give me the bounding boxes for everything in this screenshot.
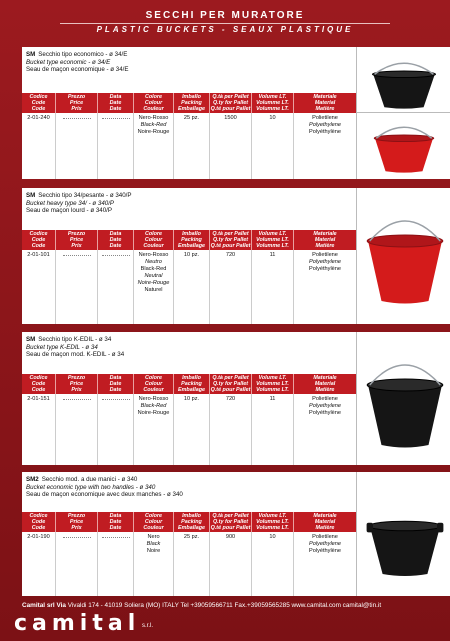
- column-header-label: Q.tà per Pallet: [212, 375, 249, 381]
- cell-line: 1500: [224, 115, 237, 121]
- cell-line: Polyéthylène: [308, 129, 342, 135]
- cell-line: Neutro: [145, 259, 162, 265]
- table-header: [22, 230, 356, 250]
- column-header-label: Code: [31, 381, 46, 387]
- column-header-label: Code: [31, 525, 46, 531]
- cell-line: Neutral: [144, 273, 163, 279]
- packing-cell: [174, 532, 210, 596]
- volume-cell: [252, 113, 294, 179]
- page-header: [0, 0, 450, 44]
- product-photo: [356, 472, 450, 596]
- column-header-label: Volume LT.: [258, 513, 287, 519]
- column-header-label: Prix: [71, 387, 82, 393]
- item-code: [22, 113, 56, 179]
- bucket-photo: [369, 55, 439, 110]
- column-header-label: Matière: [315, 525, 335, 531]
- column-header-label: Volumme LT.: [256, 525, 289, 531]
- column-header-label: Q.té pour Pallet: [210, 525, 251, 531]
- column-header-label: Imballo: [182, 94, 201, 100]
- column-header-label: Prezzo: [67, 513, 86, 519]
- column-header: [134, 374, 174, 394]
- description-line-it: [26, 192, 276, 200]
- column-header: [294, 374, 356, 394]
- bucket-photo: [365, 498, 445, 578]
- cell-line: Noire-Rouge: [137, 410, 170, 416]
- colour-cell: [134, 532, 174, 596]
- company-logo: camital: [14, 611, 141, 636]
- column-header-label: Emballage: [178, 387, 205, 393]
- description-line-it: [26, 476, 276, 484]
- volume-cell: [252, 532, 294, 596]
- bucket-photo: [363, 206, 447, 306]
- column-header-label: Data: [109, 231, 122, 237]
- product-photo: [356, 188, 450, 324]
- column-header-label: Q.tà per Pallet: [212, 231, 249, 237]
- cell-line: 11: [269, 396, 276, 402]
- date-cell: [98, 113, 134, 179]
- page-subtitle: PLASTIC BUCKETS - SEAUX PLASTIQUE: [96, 25, 354, 34]
- column-header-label: Prix: [71, 525, 82, 531]
- column-header-label: Price: [69, 519, 84, 525]
- column-header-label: Prix: [71, 243, 82, 249]
- column-header-label: Date: [109, 106, 122, 112]
- cell-line: Black: [146, 541, 161, 547]
- cell-line: 10: [269, 115, 276, 121]
- column-header-label: Code: [31, 387, 46, 393]
- product-photo: [356, 47, 450, 179]
- bucket-photo: [363, 350, 447, 450]
- column-header-label: Colore: [144, 94, 163, 100]
- volume-cell: [252, 394, 294, 465]
- cell-line: 2-01-101: [27, 252, 50, 258]
- column-header-label: Volume LT.: [258, 375, 287, 381]
- column-header: [210, 374, 252, 394]
- item-code: [22, 250, 56, 324]
- cell-line: Noire: [146, 548, 161, 554]
- column-header: [210, 93, 252, 113]
- column-header: [294, 512, 356, 532]
- column-header-label: Data: [109, 375, 122, 381]
- bucket-side-handle: [367, 523, 373, 533]
- footer-company: Camital srl Via: [22, 602, 66, 609]
- column-header-label: Q.ty for Pallet: [212, 381, 249, 387]
- description-it: Secchio tipo K-EDIL - ø 34: [38, 336, 112, 343]
- column-header-label: Data: [109, 513, 122, 519]
- column-header: [98, 512, 134, 532]
- column-header: [294, 93, 356, 113]
- product-series-code: SM: [26, 336, 36, 343]
- description-en: Bucket type economic - ø 34/E: [26, 58, 111, 66]
- column-header-label: Code: [31, 100, 46, 106]
- cell-line: Black-Red: [140, 266, 167, 272]
- cell-line: Polyethylene: [308, 541, 342, 547]
- cell-line: 900: [225, 534, 236, 540]
- column-header-label: Colore: [144, 513, 163, 519]
- cell-line: Polyéthylène: [308, 548, 342, 554]
- price-cell: [56, 532, 98, 596]
- column-header-label: Price: [69, 237, 84, 243]
- column-header-label: Colour: [144, 381, 163, 387]
- column-header-label: Emballage: [178, 525, 205, 531]
- column-header-label: Volumme LT.: [256, 381, 289, 387]
- description-fr: Seau de maçon mod. K-EDIL - ø 34: [26, 351, 125, 359]
- cell-line: Black-Red: [140, 122, 167, 128]
- column-header: [174, 374, 210, 394]
- column-header-label: Emballage: [178, 106, 205, 112]
- cell-line: Polyethylene: [308, 122, 342, 128]
- description-fr: Seau de maçon lourd - ø 340/P: [26, 207, 112, 215]
- description-line-it: [26, 51, 276, 59]
- item-code: [22, 532, 56, 596]
- column-header-label: Volumme LT.: [256, 106, 289, 112]
- column-header-label: Emballage: [178, 243, 205, 249]
- column-header-label: Date: [109, 381, 122, 387]
- price-cell: [56, 394, 98, 465]
- column-header-label: Codice: [29, 231, 48, 237]
- blank-field: [102, 399, 130, 400]
- column-header-label: Q.tà per Pallet: [212, 94, 249, 100]
- date-cell: [98, 394, 134, 465]
- column-header-label: Volumme LT.: [256, 100, 289, 106]
- column-header: [134, 93, 174, 113]
- product-panel: [22, 332, 450, 465]
- table-row: [22, 394, 356, 465]
- product-description: [26, 476, 276, 499]
- blank-field: [63, 118, 91, 119]
- cell-line: Polyéthylène: [308, 410, 342, 416]
- colour-cell: [134, 394, 174, 465]
- table-header: [22, 93, 356, 113]
- bucket-rim: [373, 71, 436, 78]
- description-en: Bucket type K-EDIL - ø 34: [26, 343, 98, 351]
- column-header-label: Date: [109, 387, 122, 393]
- blank-field: [102, 118, 130, 119]
- column-header: [252, 374, 294, 394]
- product-panel: [22, 472, 450, 596]
- cell-line: 2-01-240: [27, 115, 50, 121]
- product-description: [26, 336, 276, 359]
- cell-line: Nero-Rosso: [138, 115, 169, 121]
- column-header-label: Materiale: [313, 231, 337, 237]
- column-header-label: Date: [109, 237, 122, 243]
- cell-line: 2-01-190: [27, 534, 50, 540]
- column-header-label: Colore: [144, 231, 163, 237]
- pallet-qty-cell: [210, 113, 252, 179]
- column-header-label: Codice: [29, 94, 48, 100]
- material-cell: [294, 113, 356, 179]
- table-row: [22, 250, 356, 324]
- column-header-label: Material: [314, 381, 336, 387]
- cell-line: 10: [269, 534, 276, 540]
- column-header-label: Volumme LT.: [256, 237, 289, 243]
- blank-field: [63, 537, 91, 538]
- blank-field: [102, 537, 130, 538]
- column-header: [22, 93, 56, 113]
- column-header-label: Imballo: [182, 375, 201, 381]
- column-header-label: Couleur: [143, 243, 164, 249]
- column-header-label: Material: [314, 100, 336, 106]
- cell-line: 10 pz.: [183, 252, 200, 258]
- column-header-label: Imballo: [182, 231, 201, 237]
- cell-line: 720: [225, 252, 236, 258]
- footer-address-text: Vivaldi 174 - 41019 Soliera (MO) ITALY Tel +39059566711 Fax.+39059565285 www.camital.com camital@tin.it: [67, 602, 382, 609]
- column-header-label: Date: [109, 100, 122, 106]
- column-header-label: Prezzo: [67, 231, 86, 237]
- cell-line: Naturel: [144, 287, 163, 293]
- column-header-label: Volume LT.: [258, 231, 287, 237]
- column-header-label: Colour: [144, 100, 163, 106]
- product-series-code: SM: [26, 192, 36, 199]
- product-panel: [22, 47, 450, 179]
- bucket-body: [370, 526, 440, 576]
- material-cell: [294, 532, 356, 596]
- column-header-label: Q.té pour Pallet: [210, 243, 251, 249]
- column-header-label: Q.ty for Pallet: [212, 100, 249, 106]
- column-header-label: Materiale: [313, 513, 337, 519]
- column-header-label: Couleur: [143, 525, 164, 531]
- colour-cell: [134, 113, 174, 179]
- column-header-label: Packing: [181, 237, 202, 243]
- column-header-label: Date: [109, 243, 122, 249]
- column-header: [56, 230, 98, 250]
- packing-cell: [174, 250, 210, 324]
- material-cell: [294, 394, 356, 465]
- packing-cell: [174, 394, 210, 465]
- column-header-label: Colour: [144, 237, 163, 243]
- blank-field: [102, 255, 130, 256]
- column-header: [210, 230, 252, 250]
- column-header-label: Prezzo: [67, 94, 86, 100]
- product-series-code: SM2: [26, 476, 39, 483]
- cell-line: Polietilene: [312, 252, 338, 258]
- column-header: [98, 374, 134, 394]
- cell-line: Noire-Rouge: [137, 129, 170, 135]
- product-description: [26, 51, 276, 74]
- price-cell: [56, 250, 98, 324]
- column-header-label: Matière: [315, 387, 335, 393]
- column-header-label: Q.té pour Pallet: [210, 387, 251, 393]
- bucket-rim: [374, 135, 433, 142]
- column-header-label: Couleur: [143, 106, 164, 112]
- column-header-label: Code: [31, 237, 46, 243]
- cell-line: Noire-Rouge: [137, 280, 170, 286]
- pallet-qty-cell: [210, 250, 252, 324]
- company-suffix: s.r.l.: [142, 623, 154, 629]
- cell-line: 25 pz.: [183, 115, 200, 121]
- column-header-label: Codice: [29, 375, 48, 381]
- column-header-label: Q.ty for Pallet: [212, 237, 249, 243]
- volume-cell: [252, 250, 294, 324]
- column-header: [22, 512, 56, 532]
- header-divider: [60, 23, 390, 24]
- pallet-qty-cell: [210, 394, 252, 465]
- material-cell: [294, 250, 356, 324]
- column-header: [174, 512, 210, 532]
- blank-field: [63, 399, 91, 400]
- date-cell: [98, 532, 134, 596]
- description-fr: Seau de maçon economique avec deux manches - ø 340: [26, 491, 183, 499]
- column-header: [210, 512, 252, 532]
- column-header-label: Q.ty for Pallet: [212, 519, 249, 525]
- table-header: [22, 374, 356, 394]
- column-header-label: Material: [314, 237, 336, 243]
- cell-line: 25 pz.: [183, 534, 200, 540]
- date-cell: [98, 250, 134, 324]
- cell-line: Polietilene: [312, 115, 338, 121]
- column-header: [294, 230, 356, 250]
- column-header-label: Matière: [315, 243, 335, 249]
- cell-line: 720: [225, 396, 236, 402]
- column-header-label: Code: [31, 519, 46, 525]
- column-header-label: Price: [69, 100, 84, 106]
- column-header-label: Colore: [144, 375, 163, 381]
- cell-line: Polietilene: [312, 534, 338, 540]
- column-header: [98, 93, 134, 113]
- description-it: Secchio mod. a due manici - ø 340: [41, 476, 138, 483]
- page-footer: [0, 596, 450, 641]
- colour-cell: [134, 250, 174, 324]
- column-header-label: Imballo: [182, 513, 201, 519]
- bucket-body: [375, 138, 433, 172]
- column-header: [56, 374, 98, 394]
- column-header-label: Packing: [181, 519, 202, 525]
- cell-line: Nero-Rosso: [138, 396, 169, 402]
- product-panel: [22, 188, 450, 324]
- column-header: [252, 512, 294, 532]
- column-header-label: Material: [314, 519, 336, 525]
- column-header: [22, 230, 56, 250]
- column-header: [174, 230, 210, 250]
- cell-line: Nero-Rosso: [138, 252, 169, 258]
- column-header: [56, 512, 98, 532]
- bucket-photo: [371, 119, 437, 174]
- table-row: [22, 113, 356, 179]
- column-header-label: Date: [109, 519, 122, 525]
- description-line-it: [26, 336, 276, 344]
- description-it: Secchio tipo 34/pesante - ø 340/P: [38, 192, 132, 199]
- bucket-body: [368, 241, 442, 304]
- price-cell: [56, 113, 98, 179]
- bucket-body: [373, 74, 435, 108]
- description-en: Bucket economic type with two handles - ø 340: [26, 483, 156, 491]
- bucket-side-handle: [437, 523, 443, 533]
- column-header: [134, 230, 174, 250]
- bucket-rim: [367, 235, 443, 247]
- column-header: [174, 93, 210, 113]
- column-header-label: Price: [69, 381, 84, 387]
- column-header-label: Materiale: [313, 94, 337, 100]
- description-fr: Seau de maçon economique - ø 34/E: [26, 66, 129, 74]
- column-header-label: Q.té pour Pallet: [210, 106, 251, 112]
- column-header-label: Packing: [181, 100, 202, 106]
- cell-line: Polietilene: [312, 396, 338, 402]
- item-code: [22, 394, 56, 465]
- description-it: Secchio tipo economico - ø 34/E: [38, 51, 128, 58]
- column-header: [56, 93, 98, 113]
- cell-line: 10 pz.: [183, 396, 200, 402]
- cell-line: 2-01-151: [27, 396, 50, 402]
- footer-address: [22, 602, 381, 609]
- column-header-label: Q.tà per Pallet: [212, 513, 249, 519]
- column-header-label: Couleur: [143, 387, 164, 393]
- column-header-label: Matière: [315, 106, 335, 112]
- column-header: [22, 374, 56, 394]
- table-row: [22, 532, 356, 596]
- cell-line: Polyethylene: [308, 403, 342, 409]
- column-header: [98, 230, 134, 250]
- column-header-label: Prezzo: [67, 375, 86, 381]
- column-header-label: Code: [31, 243, 46, 249]
- column-header-label: Code: [31, 106, 46, 112]
- cell-line: Nero: [147, 534, 160, 540]
- column-header: [134, 512, 174, 532]
- table-header: [22, 512, 356, 532]
- packing-cell: [174, 113, 210, 179]
- cell-line: 11: [269, 252, 276, 258]
- column-header-label: Volumme LT.: [256, 387, 289, 393]
- blank-field: [63, 255, 91, 256]
- bucket-rim: [367, 379, 443, 391]
- product-series-code: SM: [26, 51, 36, 58]
- cell-line: Polyéthylène: [308, 266, 342, 272]
- column-header-label: Colour: [144, 519, 163, 525]
- column-header-label: Codice: [29, 513, 48, 519]
- column-header-label: Volumme LT.: [256, 519, 289, 525]
- page-title: SECCHI PER MURATORE: [145, 10, 305, 21]
- description-en: Bucket heavy type 34/ - ø 340/P: [26, 199, 115, 207]
- cell-line: Black-Red: [140, 403, 167, 409]
- column-header: [252, 230, 294, 250]
- bucket-body: [368, 385, 442, 448]
- column-header: [252, 93, 294, 113]
- column-header-label: Data: [109, 94, 122, 100]
- product-photo: [356, 332, 450, 465]
- pallet-qty-cell: [210, 532, 252, 596]
- bucket-rim: [369, 521, 441, 531]
- column-header-label: Volume LT.: [258, 94, 287, 100]
- product-description: [26, 192, 276, 215]
- column-header-label: Volumme LT.: [256, 243, 289, 249]
- cell-line: Polyethylene: [308, 259, 342, 265]
- column-header-label: Packing: [181, 381, 202, 387]
- column-header-label: Materiale: [313, 375, 337, 381]
- column-header-label: Date: [109, 525, 122, 531]
- column-header-label: Prix: [71, 106, 82, 112]
